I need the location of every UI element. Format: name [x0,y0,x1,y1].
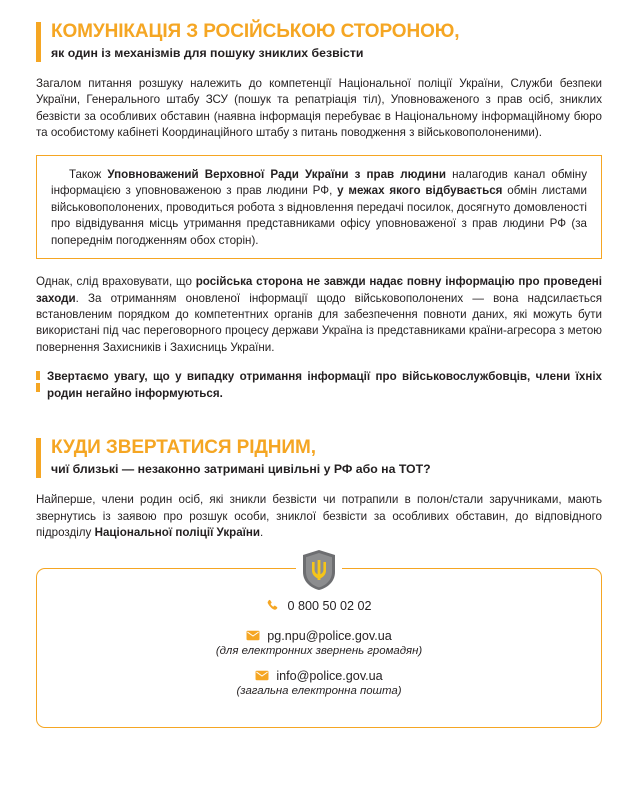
email-1[interactable]: pg.npu@police.gov.ua [267,628,392,643]
section-2-heading [36,438,602,478]
phone-number[interactable]: 0 800 50 02 02 [287,598,372,613]
contacts-gap [47,615,591,629]
section-2-heading-texts [51,438,602,476]
phone-line [47,599,591,613]
email-1-note: (для електронних звернень громадян) [215,644,423,657]
section-2-subtitle: чиї близькі — незаконно затримані цивільні у РФ або на ТОТ? [51,461,431,476]
section-1-callout-box [36,155,602,259]
section-1-note-text: Звертаємо увагу, що у випадку отримання інформації про військовослужбовців, члени їхніх родин негайно інформуються. [47,370,602,400]
section-1-callout-text: Також Уповноважений Верховної Ради України з прав людини налагодив канал обміну інформацією з уповноваженою з прав людини РФ, у межах якого відбувається обмін листами військовополонених, проводиться робота з відновлення передачі посилок, досягнуто домовленості про відвідування місць утримання представниками офісу уповноваженої з прав людини РФ (за попереднім погодженням обох сторін). [51,167,587,247]
note-marker-icon [36,371,40,395]
accent-bar [36,22,41,62]
section-1-paragraph-2: Однак, слід враховувати, що російська сторона не завжди надає повну інформацію про проведені заходи. За отриманням оновленої інформації щодо військовополонених — вона надсилається встановленим порядком до компетентних органів для забезпечення повноти даних, які можуть бути використані під час переговорного процесу держави Україна із представниками країни-агресора з метою повернення Захисників і Захисниць України. [36,275,602,354]
section-2-paragraph-1: Найперше, члени родин осіб, які зникли безвісти чи потрапили в полон/стали заручниками, мають звернутись із заявою про розшук особи, зниклої безвісти за особливих обставин, до відповідного підрозділу Національної поліції України. [36,493,602,540]
section-1-note [36,369,602,402]
section-2-title: КУДИ ЗВЕРТАТИСЯ РІДНИМ, [51,437,316,459]
email-1-line [47,629,591,643]
mail-icon [246,630,260,641]
section-1-title: КОМУНІКАЦІЯ З РОСІЙСЬКОЮ СТОРОНОЮ, [51,21,460,42]
section-1-paragraph-1: Загалом питання розшуку належить до компетенції Національної поліції України, Служби безпеки України, Генерального штабу ЗСУ (пошук та репатріація тіл), Уповноваженого з прав осіб, зниклих безвісти за особливих обставин (наявна інформація перебуває в Національному інформаційному бюро та особистому кабінеті Координаційного штабу з питань поводження з військовополоненими). [36,77,602,140]
section-1-heading [36,22,602,62]
email-2[interactable]: info@police.gov.ua [276,668,383,683]
section-spacer [36,408,602,438]
police-emblem-icon [296,547,342,593]
section-1-subtitle: як один із механізмів для пошуку зниклих безвісти [51,45,364,60]
section-1-heading-texts [51,22,602,60]
accent-bar-2 [36,438,41,478]
email-2-line [47,669,591,683]
mail-icon-2 [255,670,269,681]
phone-icon [266,599,280,613]
email-2-note: (загальна електронна пошта) [236,684,402,697]
contacts-box [36,568,602,728]
